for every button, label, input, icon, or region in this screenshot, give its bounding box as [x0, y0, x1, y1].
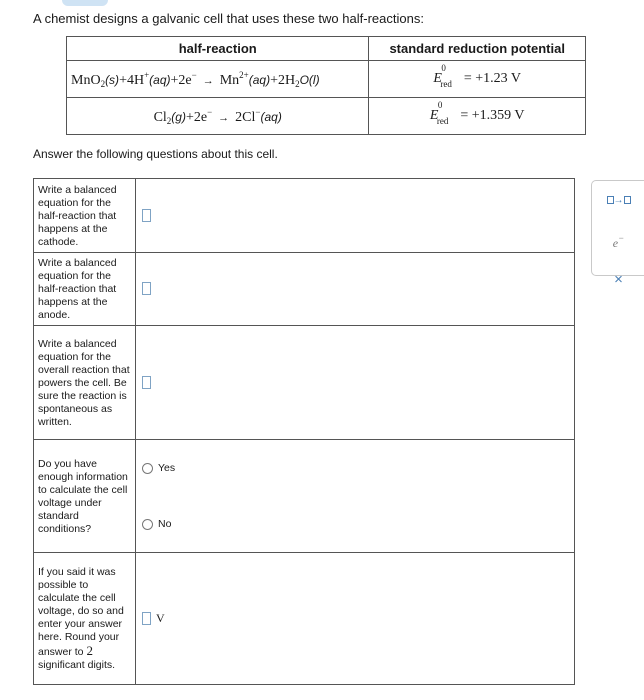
sig-figs-value: 2: [86, 643, 93, 658]
overall-equation-input[interactable]: [142, 376, 151, 389]
question-row-voltage: [34, 553, 575, 685]
question-label-voltage: If you said it was possible to calculate the cell voltage, do so and enter your answer here. Round your answer to 2 significant digits.: [34, 553, 136, 685]
voltage-input[interactable]: [142, 612, 151, 625]
voltage-unit: V: [156, 610, 165, 625]
reaction-mno2: $MnO_2(s)+4H^+(aq)+2e^- \to Mn^{2+}(aq)+2H_2O(l)$: [67, 61, 369, 98]
intro-text: A chemist designs a galvanic cell that uses these two half-reactions:: [33, 11, 424, 26]
potential-header: standard reduction potential: [369, 37, 586, 61]
e-red-symbol: E 0 red: [429, 100, 449, 126]
question-row-enough-info: [34, 440, 575, 553]
potential-cl2: E 0 red = +1.359 V: [369, 98, 586, 135]
question-row-anode: [34, 253, 575, 326]
answer-cell-anode: [136, 253, 575, 326]
question-label-cathode: Write a balanced equation for the half-reaction that happens at the cathode.: [34, 179, 136, 253]
question-label-enough-info: Do you have enough information to calculate the cell voltage under standard conditions?: [34, 440, 136, 553]
answer-intro-text: Answer the following questions about this cell.: [33, 147, 278, 161]
reaction-arrow: →: [202, 74, 214, 87]
half-reaction-header: half-reaction: [67, 37, 369, 61]
half-reaction-table: [66, 36, 586, 135]
option-no[interactable]: [142, 518, 573, 530]
equation-toolbar: [591, 180, 644, 288]
potential-mno2: E 0 red = +1.23 V: [369, 61, 586, 98]
radio-yes[interactable]: [142, 463, 153, 474]
reaction-cl2: $Cl_2(g)+2e^- \to 2Cl^-(aq)$: [67, 98, 369, 135]
question-row-cathode: [34, 179, 575, 253]
question-label-anode: Write a balanced equation for the half-reaction that happens at the anode.: [34, 253, 136, 326]
e-red-symbol: E 0 red: [433, 63, 452, 89]
close-icon[interactable]: ×: [614, 271, 623, 288]
questions-table: [33, 178, 575, 685]
radio-no[interactable]: [142, 519, 153, 530]
reaction-arrow: →: [218, 111, 230, 124]
cathode-equation-input[interactable]: [142, 209, 151, 222]
reaction-row-cl2: [67, 98, 586, 135]
anode-equation-input[interactable]: [142, 282, 151, 295]
top-tab-accent: [62, 0, 108, 6]
question-row-overall: [34, 326, 575, 440]
box-arrow-box-icon[interactable]: →: [592, 195, 644, 206]
question-label-overall: Write a balanced equation for the overall reaction that powers the cell. Be sure the reaction is spontaneous as written.: [34, 326, 136, 440]
reaction-row-mno2: [67, 61, 586, 98]
answer-cell-cathode: [136, 179, 575, 253]
electron-icon[interactable]: e−: [612, 233, 625, 250]
answer-cell-voltage: [136, 553, 575, 685]
answer-cell-enough-info: [136, 440, 575, 553]
option-yes[interactable]: [142, 462, 573, 474]
option-yes-label: Yes: [158, 462, 176, 474]
answer-cell-overall: [136, 326, 575, 440]
option-no-label: No: [158, 518, 172, 530]
